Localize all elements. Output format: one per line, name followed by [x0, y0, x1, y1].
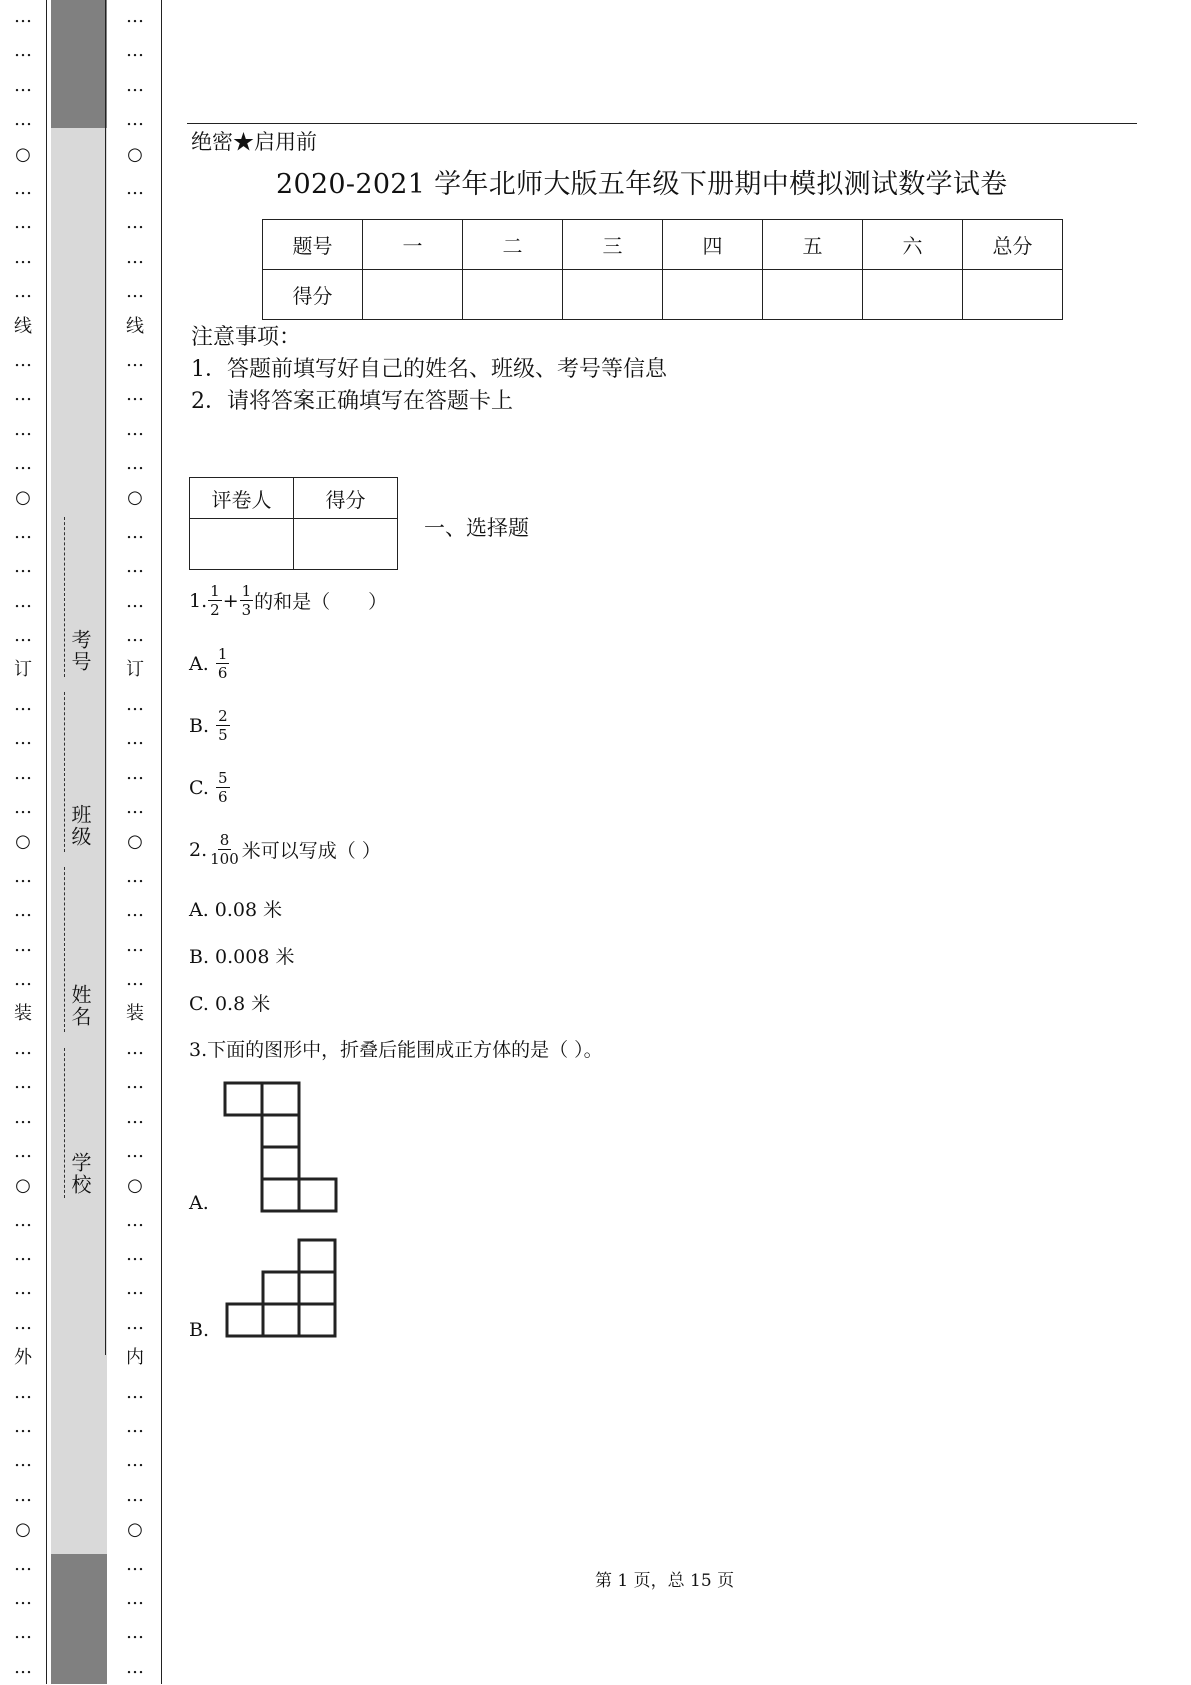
- binding-mark: …: [14, 212, 32, 234]
- binding-mark: …: [126, 384, 144, 406]
- binding-mark: …: [126, 1450, 144, 1472]
- binding-mark: …: [14, 1140, 32, 1162]
- binding-mark: …: [126, 453, 144, 475]
- binding-mark: …: [14, 1622, 32, 1644]
- binding-mark: 外: [14, 1347, 32, 1369]
- score-table-header-row: [263, 220, 1063, 270]
- binding-mark: …: [14, 693, 32, 715]
- grader-header: 评卷人: [190, 478, 294, 519]
- option-c[interactable]: [189, 769, 231, 806]
- grader-score-cell[interactable]: [294, 519, 398, 570]
- binding-mark: …: [126, 1484, 144, 1506]
- net-square: [262, 1147, 299, 1179]
- binding-mark: …: [126, 109, 144, 131]
- score-table-cell: 六: [863, 220, 963, 270]
- fraction-numerator: 2: [218, 707, 228, 725]
- fraction: [208, 831, 241, 868]
- binding-mark: …: [14, 865, 32, 887]
- margin-gray-bar-top: [51, 0, 107, 128]
- binding-mark: …: [126, 418, 144, 440]
- binding-mark: 装: [126, 1003, 144, 1025]
- binding-mark: …: [126, 1553, 144, 1575]
- binding-mark: ○: [127, 487, 143, 509]
- binding-mark: …: [14, 40, 32, 62]
- binding-mark: 线: [126, 315, 144, 337]
- binding-mark: …: [14, 177, 32, 199]
- option-b[interactable]: B.: [189, 1319, 210, 1341]
- option-b[interactable]: [189, 707, 231, 744]
- option-b[interactable]: B. 0.008 米: [189, 946, 295, 968]
- binding-mark: …: [126, 1278, 144, 1300]
- binding-mark: …: [126, 1106, 144, 1128]
- option-a[interactable]: [189, 645, 230, 682]
- binding-mark: …: [14, 796, 32, 818]
- score-table-cell: 二: [463, 220, 563, 270]
- binding-mark: …: [14, 590, 32, 612]
- binding-mark: …: [14, 74, 32, 96]
- fraction-numerator: 1: [217, 645, 228, 663]
- binding-mark: …: [14, 968, 32, 990]
- binding-mark: …: [126, 625, 144, 647]
- binding-mark: …: [126, 1140, 144, 1162]
- binding-mark: …: [126, 74, 144, 96]
- fraction-denominator: 100: [210, 850, 239, 868]
- binding-mark: …: [126, 1209, 144, 1231]
- binding-mark: …: [14, 1587, 32, 1609]
- notice-item: 2．请将答案正确填写在答题卡上: [191, 389, 513, 414]
- binding-mark: …: [126, 590, 144, 612]
- class-blank: [64, 692, 65, 852]
- binding-mark: ○: [15, 831, 31, 853]
- option-label: B.: [189, 714, 210, 737]
- page-title: 2020-2021 学年北师大版五年级下册期中模拟测试数学试卷: [276, 169, 1008, 200]
- cube-net-figure-b: [225, 1237, 341, 1339]
- score-row-label: 得分: [263, 270, 363, 320]
- binding-mark: …: [14, 453, 32, 475]
- score-table-cell: 四: [663, 220, 763, 270]
- fraction: [240, 582, 254, 619]
- notice-item: 1．答题前填写好自己的姓名、班级、考号等信息: [191, 357, 667, 382]
- plus-sign: +: [222, 589, 239, 612]
- binding-mark: …: [14, 1106, 32, 1128]
- binding-mark: …: [14, 246, 32, 268]
- name-blank: [64, 867, 65, 1032]
- binding-mark: ○: [127, 143, 143, 165]
- fraction-denominator: 2: [210, 601, 220, 619]
- net-square: [263, 1304, 299, 1336]
- fraction: [216, 645, 230, 682]
- binding-mark: …: [14, 1312, 32, 1334]
- fraction-denominator: 6: [217, 664, 228, 682]
- binding-mark: …: [126, 40, 144, 62]
- fraction: [216, 707, 230, 744]
- binding-mark: …: [126, 556, 144, 578]
- exam-number-field[interactable]: [64, 517, 94, 677]
- binding-mark: …: [126, 281, 144, 303]
- binding-mark: …: [14, 384, 32, 406]
- binding-mark: ○: [127, 1519, 143, 1541]
- grader-input-cell[interactable]: [190, 519, 294, 570]
- class-field[interactable]: [64, 692, 94, 852]
- binding-mark: …: [14, 625, 32, 647]
- binding-mark: …: [14, 1244, 32, 1266]
- binding-mark: …: [126, 968, 144, 990]
- binding-mark: …: [126, 1587, 144, 1609]
- section-title: 一、选择题: [424, 516, 529, 540]
- binding-mark: 订: [126, 659, 144, 681]
- inner-binding-marks: [114, 0, 156, 1684]
- binding-mark: …: [126, 1656, 144, 1678]
- binding-mark: …: [14, 6, 32, 27]
- school-blank: [64, 1048, 65, 1198]
- option-a[interactable]: A.: [189, 1192, 209, 1214]
- outer-binding-marks: [2, 0, 44, 1684]
- binding-mark: …: [126, 1622, 144, 1644]
- binding-mark: …: [126, 900, 144, 922]
- question-1: [189, 582, 387, 619]
- question-2: [189, 831, 381, 868]
- binding-mark: …: [14, 1209, 32, 1231]
- binding-mark: …: [14, 934, 32, 956]
- binding-mark: …: [14, 728, 32, 750]
- binding-mark: …: [126, 349, 144, 371]
- binding-mark: ○: [127, 1175, 143, 1197]
- score-input-cell[interactable]: [863, 270, 963, 320]
- binding-mark: …: [14, 109, 32, 131]
- binding-mark: …: [126, 728, 144, 750]
- score-table-cell: 三: [563, 220, 663, 270]
- binding-mark: …: [14, 1450, 32, 1472]
- fraction-numerator: 1: [210, 582, 220, 600]
- binding-mark: …: [126, 1416, 144, 1438]
- score-table-cell: 一: [363, 220, 463, 270]
- cube-net-figure-a: [222, 1080, 342, 1212]
- exam-number-blank: [64, 517, 65, 677]
- question-3: 3.下面的图形中，折叠后能围成正方体的是（ ）。: [189, 1039, 603, 1061]
- net-square: [299, 1179, 336, 1211]
- class-label: 班级: [68, 804, 92, 848]
- fraction-numerator: 1: [241, 582, 252, 600]
- fraction: [216, 769, 230, 806]
- score-input-cell[interactable]: [463, 270, 563, 320]
- score-input-cell[interactable]: [763, 270, 863, 320]
- net-square: [263, 1272, 299, 1304]
- net-square: [262, 1115, 299, 1147]
- margin-gray-bar-bottom: [51, 1554, 107, 1684]
- binding-mark: …: [14, 1484, 32, 1506]
- score-input-cell[interactable]: [563, 270, 663, 320]
- question-text: 的和是（ ）: [254, 591, 388, 613]
- school-field[interactable]: [64, 1048, 94, 1198]
- net-square: [262, 1179, 299, 1211]
- score-table: [262, 219, 1063, 320]
- score-input-cell[interactable]: [363, 270, 463, 320]
- fraction-denominator: 6: [217, 788, 228, 806]
- binding-mark: …: [14, 281, 32, 303]
- binding-mark: ○: [15, 1519, 31, 1541]
- binding-mark: …: [14, 1381, 32, 1403]
- binding-mark: …: [126, 693, 144, 715]
- binding-mark: …: [14, 1553, 32, 1575]
- binding-mark: …: [14, 762, 32, 784]
- option-c[interactable]: C. 0.8 米: [189, 993, 271, 1015]
- net-square: [262, 1083, 299, 1115]
- net-square: [225, 1083, 262, 1115]
- binding-mark: ○: [15, 143, 31, 165]
- net-square: [227, 1304, 263, 1336]
- binding-mark: …: [14, 1416, 32, 1438]
- secret-label: 绝密★启用前: [191, 130, 317, 154]
- binding-mark: …: [14, 349, 32, 371]
- score-input-cell[interactable]: [663, 270, 763, 320]
- binding-mark: ○: [127, 831, 143, 853]
- binding-mark: ○: [15, 1175, 31, 1197]
- score-table-cell: 五: [763, 220, 863, 270]
- binding-mark: …: [126, 762, 144, 784]
- fraction: [208, 582, 222, 619]
- binding-mark: …: [14, 418, 32, 440]
- fraction-numerator: 8: [219, 831, 230, 849]
- binding-mark: …: [126, 1072, 144, 1094]
- score-input-cell[interactable]: [963, 270, 1063, 320]
- margin-rule-inner: [105, 0, 106, 1355]
- fraction-denominator: 3: [241, 601, 252, 619]
- header-rule: [187, 123, 1137, 124]
- score-table-cell: 总分: [963, 220, 1063, 270]
- fraction-denominator: 5: [218, 726, 228, 744]
- page-footer: 第 1 页，总 15 页: [595, 1571, 735, 1591]
- binding-mark: 内: [126, 1347, 144, 1369]
- score-table-cell: 题号: [263, 220, 363, 270]
- binding-mark: …: [126, 865, 144, 887]
- margin-rule-outer: [46, 0, 47, 1684]
- binding-mark: …: [126, 934, 144, 956]
- binding-mark: …: [14, 521, 32, 543]
- notice-heading: 注意事项：: [191, 325, 302, 350]
- binding-mark: …: [14, 1278, 32, 1300]
- question-text: 米可以写成（ ）: [241, 840, 381, 862]
- binding-mark: …: [126, 212, 144, 234]
- binding-mark: …: [126, 1312, 144, 1334]
- binding-mark: 订: [14, 659, 32, 681]
- binding-mark: 线: [14, 315, 32, 337]
- binding-mark: …: [126, 1244, 144, 1266]
- name-label: 姓名: [68, 984, 92, 1028]
- binding-mark: …: [14, 556, 32, 578]
- option-label: C.: [189, 776, 209, 799]
- binding-mark: …: [126, 796, 144, 818]
- score-table-score-row: [263, 270, 1063, 320]
- fraction-numerator: 5: [217, 769, 228, 787]
- binding-mark: 装: [14, 1003, 32, 1025]
- net-square: [299, 1304, 335, 1336]
- binding-mark: …: [14, 1656, 32, 1678]
- binding-mark: …: [126, 177, 144, 199]
- margin-rule-page: [161, 0, 162, 1684]
- grader-header: 得分: [294, 478, 398, 519]
- option-label: A.: [189, 652, 209, 675]
- binding-mark: …: [14, 1072, 32, 1094]
- question-number: 1.: [189, 589, 208, 612]
- binding-mark: …: [14, 1037, 32, 1059]
- binding-mark: …: [126, 521, 144, 543]
- school-label: 学校: [68, 1152, 92, 1196]
- binding-mark: …: [126, 1381, 144, 1403]
- option-a[interactable]: A. 0.08 米: [189, 899, 283, 921]
- question-number: 2.: [189, 838, 208, 861]
- binding-mark: …: [126, 1037, 144, 1059]
- name-field[interactable]: [64, 867, 94, 1032]
- binding-mark: ○: [15, 487, 31, 509]
- net-square: [299, 1272, 335, 1304]
- net-square: [299, 1240, 335, 1272]
- binding-mark: …: [14, 900, 32, 922]
- grader-table: [189, 477, 398, 570]
- exam-number-label: 考号: [68, 629, 92, 673]
- binding-mark: …: [126, 246, 144, 268]
- binding-mark: …: [126, 6, 144, 27]
